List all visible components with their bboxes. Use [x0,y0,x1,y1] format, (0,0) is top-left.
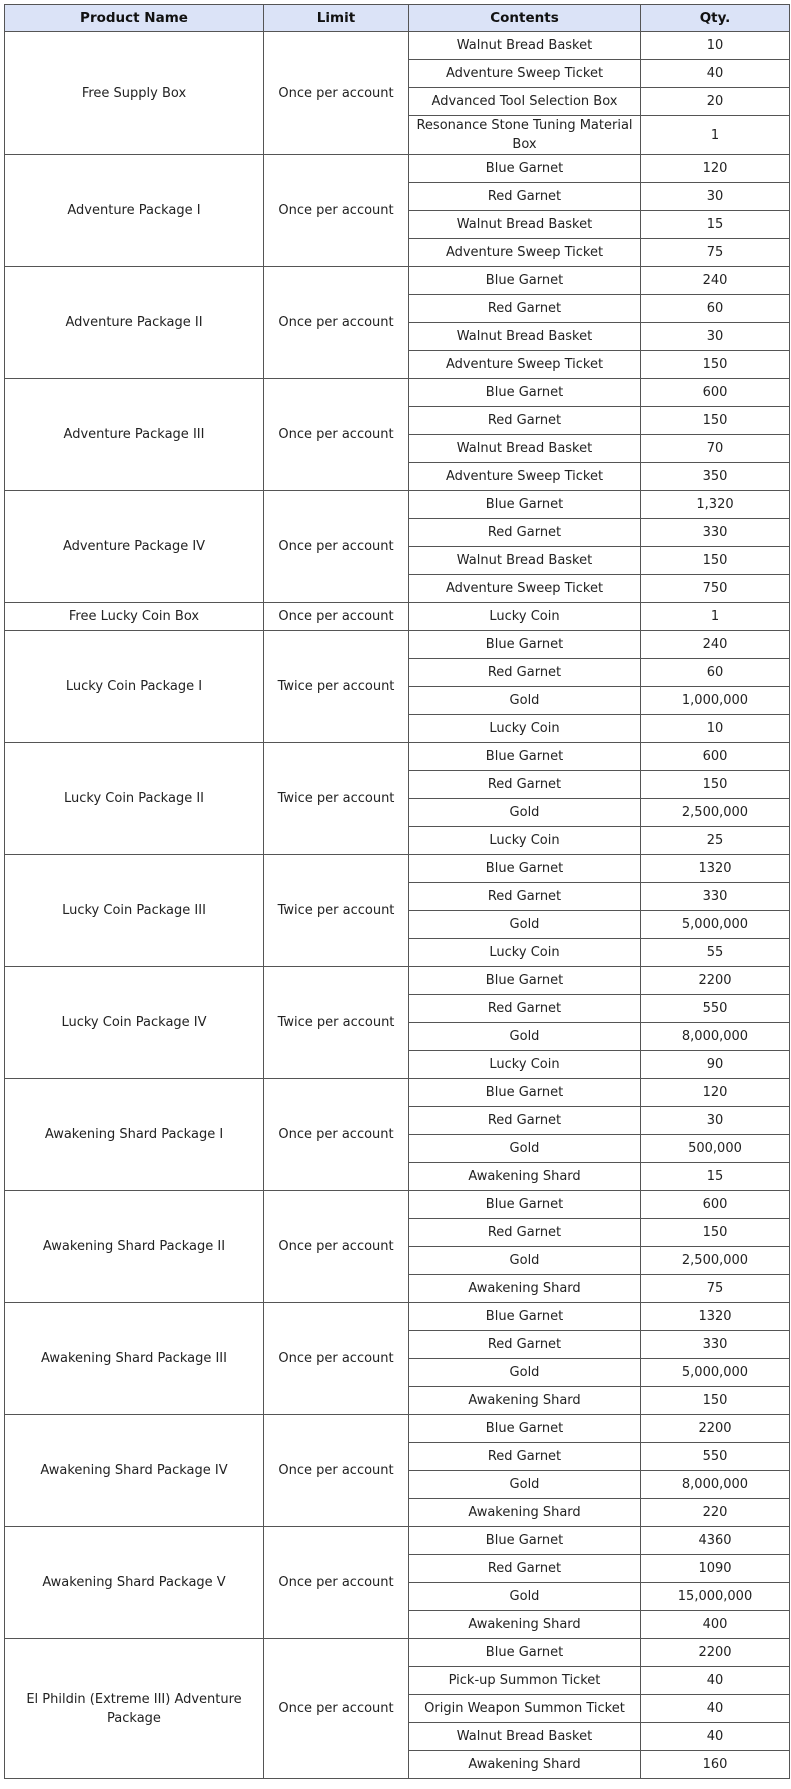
contents-cell: Blue Garnet [409,967,641,995]
qty-cell: 2200 [641,1639,790,1667]
contents-cell: Red Garnet [409,1443,641,1471]
product-name-cell: Adventure Package II [5,267,264,379]
qty-cell: 10 [641,715,790,743]
qty-cell: 90 [641,1051,790,1079]
product-name-cell: Awakening Shard Package I [5,1079,264,1191]
table-row [5,379,790,407]
table-row [5,1079,790,1107]
qty-cell: 150 [641,771,790,799]
contents-cell: Blue Garnet [409,1527,641,1555]
table-row [5,32,790,60]
contents-cell: Red Garnet [409,883,641,911]
qty-cell: 750 [641,575,790,603]
qty-cell: 150 [641,1387,790,1415]
product-name-cell: Lucky Coin Package IV [5,967,264,1079]
limit-cell: Twice per account [264,855,409,967]
contents-cell: Adventure Sweep Ticket [409,351,641,379]
qty-cell: 330 [641,883,790,911]
qty-cell: 550 [641,995,790,1023]
qty-cell: 400 [641,1611,790,1639]
limit-cell: Twice per account [264,743,409,855]
contents-cell: Blue Garnet [409,1415,641,1443]
contents-cell: Blue Garnet [409,743,641,771]
qty-cell: 600 [641,379,790,407]
product-name-cell: El Phildin (Extreme III) Adventure Package [5,1639,264,1779]
limit-cell: Once per account [264,1639,409,1779]
qty-cell: 150 [641,547,790,575]
contents-cell: Adventure Sweep Ticket [409,463,641,491]
qty-cell: 60 [641,659,790,687]
table-row [5,267,790,295]
contents-cell: Blue Garnet [409,855,641,883]
contents-cell: Red Garnet [409,295,641,323]
qty-cell: 40 [641,60,790,88]
contents-cell: Awakening Shard [409,1387,641,1415]
limit-cell: Once per account [264,1527,409,1639]
qty-cell: 160 [641,1751,790,1779]
limit-cell: Once per account [264,1079,409,1191]
qty-cell: 2200 [641,967,790,995]
product-name-cell: Awakening Shard Package V [5,1527,264,1639]
table-row [5,855,790,883]
qty-cell: 1320 [641,1303,790,1331]
limit-cell: Once per account [264,1191,409,1303]
contents-cell: Walnut Bread Basket [409,323,641,351]
contents-cell: Walnut Bread Basket [409,211,641,239]
contents-cell: Adventure Sweep Ticket [409,575,641,603]
qty-cell: 600 [641,743,790,771]
qty-cell: 2,500,000 [641,799,790,827]
qty-cell: 10 [641,32,790,60]
contents-cell: Red Garnet [409,995,641,1023]
product-name-cell: Lucky Coin Package I [5,631,264,743]
limit-cell: Once per account [264,1303,409,1415]
qty-cell: 1,320 [641,491,790,519]
contents-cell: Blue Garnet [409,1303,641,1331]
contents-cell: Blue Garnet [409,1191,641,1219]
table-row [5,631,790,659]
contents-cell: Lucky Coin [409,603,641,631]
qty-cell: 150 [641,351,790,379]
table-row [5,1303,790,1331]
limit-cell: Once per account [264,379,409,491]
contents-cell: Adventure Sweep Ticket [409,239,641,267]
limit-cell: Once per account [264,491,409,603]
table-row [5,603,790,631]
table-row [5,967,790,995]
limit-cell: Once per account [264,267,409,379]
header-row [5,5,790,32]
header-qty: Qty. [641,5,790,32]
table-row [5,743,790,771]
contents-cell: Lucky Coin [409,715,641,743]
contents-cell: Awakening Shard [409,1751,641,1779]
qty-cell: 330 [641,519,790,547]
contents-cell: Pick-up Summon Ticket [409,1667,641,1695]
qty-cell: 240 [641,631,790,659]
qty-cell: 330 [641,1331,790,1359]
contents-cell: Gold [409,1471,641,1499]
product-name-cell: Adventure Package IV [5,491,264,603]
limit-cell: Twice per account [264,631,409,743]
qty-cell: 60 [641,295,790,323]
qty-cell: 1 [641,603,790,631]
qty-cell: 600 [641,1191,790,1219]
contents-cell: Red Garnet [409,407,641,435]
product-name-cell: Adventure Package III [5,379,264,491]
contents-cell: Blue Garnet [409,155,641,183]
qty-cell: 5,000,000 [641,1359,790,1387]
table-row [5,491,790,519]
qty-cell: 15 [641,211,790,239]
table-row [5,1191,790,1219]
product-name-cell: Awakening Shard Package III [5,1303,264,1415]
contents-cell: Adventure Sweep Ticket [409,60,641,88]
contents-cell: Walnut Bread Basket [409,32,641,60]
contents-cell: Origin Weapon Summon Ticket [409,1695,641,1723]
contents-cell: Red Garnet [409,183,641,211]
limit-cell: Once per account [264,32,409,155]
product-name-cell: Lucky Coin Package III [5,855,264,967]
limit-cell: Once per account [264,603,409,631]
qty-cell: 550 [641,1443,790,1471]
qty-cell: 8,000,000 [641,1471,790,1499]
limit-cell: Once per account [264,155,409,267]
qty-cell: 8,000,000 [641,1023,790,1051]
limit-cell: Twice per account [264,967,409,1079]
qty-cell: 5,000,000 [641,911,790,939]
qty-cell: 2200 [641,1415,790,1443]
contents-cell: Blue Garnet [409,1079,641,1107]
contents-cell: Gold [409,1247,641,1275]
table-row [5,1527,790,1555]
contents-cell: Red Garnet [409,659,641,687]
header-contents: Contents [409,5,641,32]
contents-cell: Blue Garnet [409,379,641,407]
qty-cell: 15,000,000 [641,1583,790,1611]
qty-cell: 30 [641,323,790,351]
table-body [5,32,790,1779]
qty-cell: 30 [641,183,790,211]
limit-cell: Once per account [264,1415,409,1527]
qty-cell: 120 [641,1079,790,1107]
contents-cell: Advanced Tool Selection Box [409,88,641,116]
product-name-cell: Awakening Shard Package IV [5,1415,264,1527]
contents-cell: Gold [409,911,641,939]
contents-cell: Gold [409,1023,641,1051]
contents-cell: Gold [409,1135,641,1163]
contents-cell: Gold [409,799,641,827]
qty-cell: 40 [641,1667,790,1695]
contents-cell: Awakening Shard [409,1611,641,1639]
contents-cell: Blue Garnet [409,631,641,659]
contents-cell: Gold [409,1583,641,1611]
product-name-cell: Free Supply Box [5,32,264,155]
qty-cell: 75 [641,1275,790,1303]
qty-cell: 2,500,000 [641,1247,790,1275]
product-name-cell: Lucky Coin Package II [5,743,264,855]
qty-cell: 4360 [641,1527,790,1555]
contents-cell: Blue Garnet [409,491,641,519]
qty-cell: 40 [641,1723,790,1751]
contents-cell: Gold [409,687,641,715]
qty-cell: 120 [641,155,790,183]
qty-cell: 1320 [641,855,790,883]
contents-cell: Awakening Shard [409,1163,641,1191]
qty-cell: 20 [641,88,790,116]
qty-cell: 70 [641,435,790,463]
qty-cell: 500,000 [641,1135,790,1163]
contents-cell: Blue Garnet [409,267,641,295]
table-row [5,155,790,183]
qty-cell: 30 [641,1107,790,1135]
contents-cell: Walnut Bread Basket [409,435,641,463]
contents-cell: Resonance Stone Tuning Material Box [409,116,641,155]
product-name-cell: Adventure Package I [5,155,264,267]
contents-cell: Red Garnet [409,519,641,547]
contents-cell: Red Garnet [409,1331,641,1359]
header-limit: Limit [264,5,409,32]
contents-cell: Lucky Coin [409,939,641,967]
contents-cell: Red Garnet [409,771,641,799]
package-table [4,4,790,1779]
contents-cell: Red Garnet [409,1219,641,1247]
qty-cell: 1,000,000 [641,687,790,715]
qty-cell: 25 [641,827,790,855]
qty-cell: 150 [641,407,790,435]
contents-cell: Walnut Bread Basket [409,1723,641,1751]
contents-cell: Blue Garnet [409,1639,641,1667]
qty-cell: 15 [641,1163,790,1191]
qty-cell: 55 [641,939,790,967]
qty-cell: 75 [641,239,790,267]
product-name-cell: Free Lucky Coin Box [5,603,264,631]
contents-cell: Red Garnet [409,1107,641,1135]
contents-cell: Awakening Shard [409,1499,641,1527]
qty-cell: 150 [641,1219,790,1247]
contents-cell: Lucky Coin [409,827,641,855]
table-row [5,1639,790,1667]
qty-cell: 1090 [641,1555,790,1583]
qty-cell: 220 [641,1499,790,1527]
table-row [5,1415,790,1443]
qty-cell: 240 [641,267,790,295]
qty-cell: 1 [641,116,790,155]
header-product-name: Product Name [5,5,264,32]
contents-cell: Gold [409,1359,641,1387]
contents-cell: Walnut Bread Basket [409,547,641,575]
qty-cell: 350 [641,463,790,491]
contents-cell: Lucky Coin [409,1051,641,1079]
contents-cell: Awakening Shard [409,1275,641,1303]
contents-cell: Red Garnet [409,1555,641,1583]
product-name-cell: Awakening Shard Package II [5,1191,264,1303]
qty-cell: 40 [641,1695,790,1723]
